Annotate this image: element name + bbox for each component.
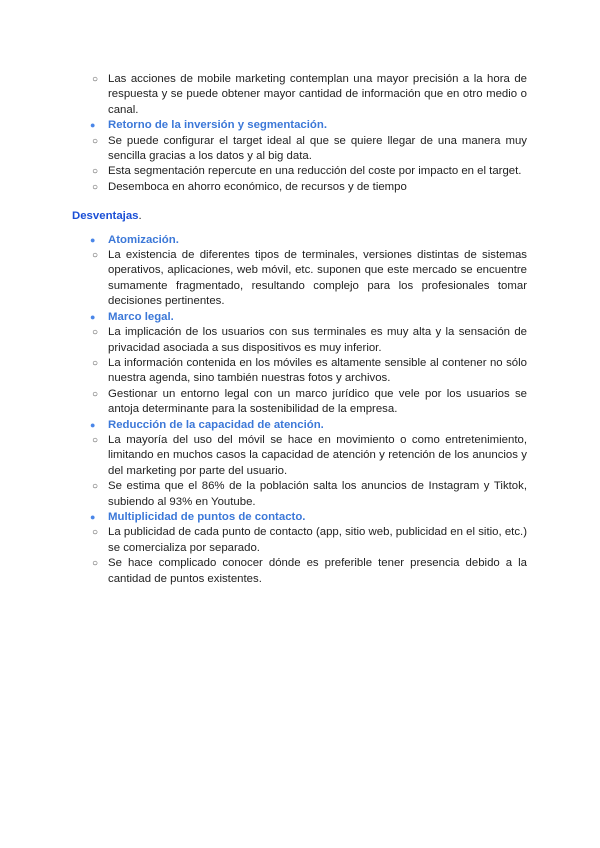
section-reduccion-atencion (72, 418, 527, 433)
list-item-text: Gestionar un entorno legal con un marco jurídico que vele por los usuarios se antoja determinante para la sostenibilidad de la empresa. (108, 387, 527, 416)
list-item (72, 433, 527, 479)
hollow-bullet-icon: ○ (92, 558, 99, 570)
filled-bullet-icon: ● (90, 419, 96, 430)
list-item-text: La existencia de diferentes tipos de terminales, versiones distintas de sistemas operativos, aplicaciones, web móvil, etc. suponen que este mercado se encuentre sumamente fragmentado, resultando complejo para los profesionales tomar decisiones pertinentes. (108, 249, 527, 308)
list-item (72, 556, 527, 587)
list-item (72, 164, 527, 179)
retorno-sub-list (72, 134, 527, 196)
hollow-bullet-icon: ○ (92, 250, 99, 262)
section-marco-legal (72, 310, 527, 325)
list-item-text: Las acciones de mobile marketing contemplan una mayor precisión a la hora de respuesta y se puede obtener mayor cantidad de información que en otro medio o canal. (108, 73, 527, 116)
reduccion-sub-list (72, 433, 527, 510)
list-item-text: Se hace complicado conocer dónde es preferible tener presencia debido a la cantidad de puntos existentes. (108, 557, 527, 585)
list-item (72, 387, 527, 418)
marco-legal-sub-list (72, 325, 527, 417)
list-item (72, 325, 527, 356)
filled-bullet-icon: ● (90, 234, 96, 245)
section-title: Marco legal. (108, 310, 174, 323)
hollow-bullet-icon: ○ (92, 327, 99, 339)
desventajas-heading (72, 209, 527, 224)
list-item (72, 134, 527, 165)
hollow-bullet-icon: ○ (92, 527, 99, 539)
list-item (72, 72, 527, 118)
list-item-text: La información contenida en los móviles es altamente sensible al contener no sólo nuestra agenda, sino también nuestras fotos y archivos. (108, 356, 527, 385)
list-item (72, 180, 527, 195)
heading-suffix: . (138, 210, 142, 223)
hollow-bullet-icon: ○ (92, 74, 99, 85)
hollow-bullet-icon: ○ (92, 181, 99, 193)
hollow-bullet-icon: ○ (92, 357, 99, 369)
list-item-text: Se puede configurar el target ideal al que se quiere llegar de una manera muy sencilla gracias a los datos y al big data. (108, 134, 527, 163)
section-list (72, 418, 527, 433)
list-item (72, 248, 527, 310)
list-item-text: La implicación de los usuarios con sus terminales es muy alta y la sensación de privacidad asociada a sus dispositivos es muy inferior. (108, 326, 527, 354)
list-item-text: La publicidad de cada punto de contacto (app, sitio web, publicidad en el sitio, etc.) se comercializa por separado. (108, 526, 527, 554)
section-atomizacion (72, 233, 527, 248)
section-title: Multiplicidad de puntos de contacto. (108, 510, 306, 523)
hollow-bullet-icon: ○ (92, 135, 99, 147)
list-item-text: Desemboca en ahorro económico, de recursos y de tiempo (108, 180, 407, 193)
hollow-bullet-icon: ○ (92, 166, 99, 178)
list-item (72, 356, 527, 387)
section-list (72, 510, 527, 525)
filled-bullet-icon: ● (90, 311, 96, 322)
section-title: Retorno de la inversión y segmentación. (108, 119, 328, 132)
list-item (72, 525, 527, 556)
heading-text: Desventajas (72, 210, 139, 223)
list-item-text: Se estima que el 86% de la población salta los anuncios de Instagram y Tiktok, subiendo al 93% en Youtube. (108, 480, 527, 508)
list-item-text: Esta segmentación repercute en una reducción del coste por impacto en el target. (108, 165, 522, 178)
section-multiplicidad (72, 510, 527, 525)
hollow-bullet-icon: ○ (92, 481, 99, 493)
section-title: Atomización. (108, 233, 179, 246)
section-list (72, 310, 527, 325)
multiplicidad-sub-list (72, 525, 527, 587)
hollow-bullet-icon: ○ (92, 434, 99, 446)
ventajas-tail-list (72, 118, 527, 133)
filled-bullet-icon: ● (90, 120, 96, 131)
atomizacion-sub-list (72, 248, 527, 310)
filled-bullet-icon: ● (90, 511, 96, 522)
section-title: Reducción de la capacidad de atención. (108, 418, 324, 431)
section-list (72, 233, 527, 248)
section-retorno (72, 118, 527, 133)
list-item-text: La mayoría del uso del móvil se hace en movimiento o como entretenimiento, limitando en muchos casos la capacidad de atención y retención de los anuncios y del marketing por parte del usuario. (108, 433, 527, 477)
list-item (72, 479, 527, 510)
document-body (72, 72, 527, 587)
hollow-bullet-icon: ○ (92, 388, 99, 400)
intro-sub-list (72, 72, 527, 118)
